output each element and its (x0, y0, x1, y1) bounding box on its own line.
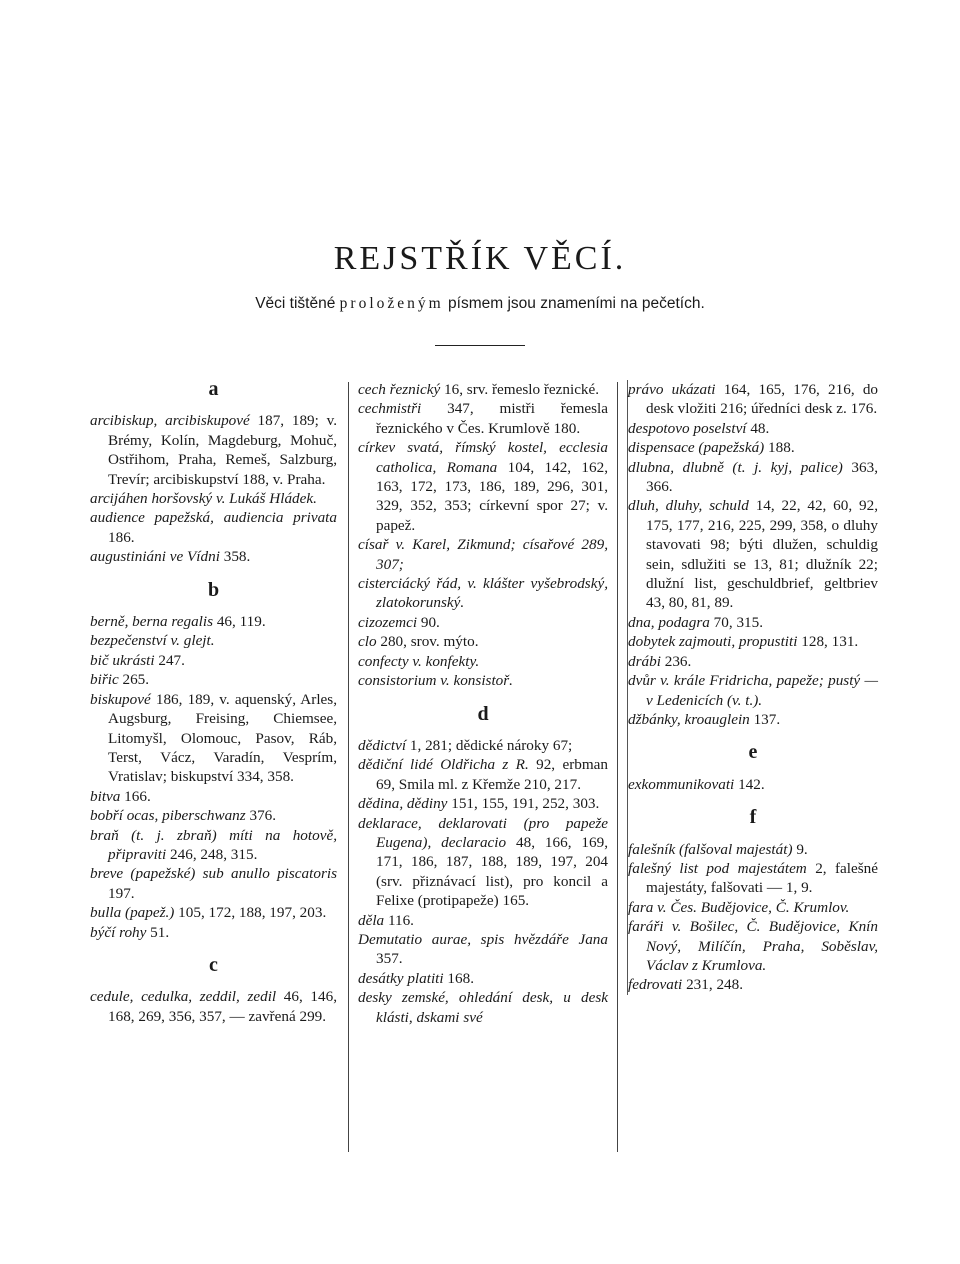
index-entry: dispensace (papežská) 188. (628, 439, 795, 457)
subtitle-before: Věci tištěné (255, 295, 336, 312)
index-entry: fara v. Čes. Budějovice, Č. Krumlov. (628, 898, 850, 916)
title-rule (435, 345, 525, 346)
index-entry: cedule, cedulka, zeddil, zedil 46, 146, 168, 269, 356, 357, — zavřená 299. (90, 988, 337, 1025)
index-entry: cisterciácký řád, v. klášter vyšebrodský, zlatokorunský. (358, 575, 608, 612)
index-entry: biřic 265. (90, 671, 150, 689)
index-entry: právo ukázati 164, 165, 176, 216, do desk vložiti 216; úředníci desk z. 176. (628, 381, 879, 418)
index-entry: berně, berna regalis 46, 119. (90, 613, 266, 631)
index-entry: desátky platiti 168. (358, 969, 474, 987)
section-letter-a: a (208, 378, 219, 400)
index-entry: bič ukrásti 247. (90, 651, 185, 669)
index-entry: breve (papežské) sub anullo piscatoris 197. (90, 865, 337, 902)
index-entry: bobří ocas, piberschwanz 376. (90, 807, 277, 825)
section-letter-d: d (477, 702, 489, 725)
page-title: REJSTŘÍK VĚCÍ. (333, 240, 627, 277)
index-column-2 (358, 380, 608, 1027)
index-entry: Demutatio aurae, spis hvězdáře Jana 357. (358, 930, 608, 968)
index-entry: dobytek zajmouti, propustiti 128, 131. (628, 633, 859, 651)
index-entry: arcibiskup, arcibiskupové 187, 189; v. Brémy, Kolín, Magdeburg, Mohuč, Ostřihom, Praha, Remeš, Salzburg, Trevír; arcibiskupství 188, v. Praha. (90, 412, 338, 488)
index-entry: bulla (papež.) 105, 172, 188, 197, 203. (90, 904, 327, 922)
index-entry: exkommunikovati 142. (628, 775, 765, 793)
index-entry: dvůr v. krále Fridricha, papeže; pustý — v Ledenicích (v. t.). (628, 672, 878, 709)
index-column-3 (627, 380, 878, 995)
index-entry: dlubna, dlubně (t. j. kyj, palice) 363, 366. (628, 458, 879, 496)
subtitle-spaced: proloženým (339, 295, 444, 312)
index-entry: falešník (falšoval majestát) 9. (628, 840, 808, 858)
index-entry: církev svatá, římský kostel, ecclesia catholica, Romana 104, 142, 162, 163, 172, 173, 186, 189, 296, 301, 329, 352, 353; církevní spor 27; v. papež. (358, 439, 608, 534)
subtitle-after: písmem jsou znameními na pečetích. (448, 295, 705, 312)
index-entry: augustiniáni ve Vídni 358. (90, 548, 251, 566)
index-entry: cechmistři 347, mistři řemesla řeznického v Čes. Krumlově 180. (358, 400, 608, 437)
index-entry: drábi 236. (628, 652, 692, 670)
index-entry: dědictví 1, 281; dědické nároky 67; (358, 736, 573, 754)
index-entry: bezpečenství v. glejt. (90, 632, 215, 650)
section-letter-f: f (749, 806, 757, 829)
index-entry: deklarace, deklarovati (pro papeže Eugena), declaracio 48, 166, 169, 171, 186, 187, 188, 189, 197, 204 (srv. přiznávací list), pro koncil a Felixe (protipapeže) 165. (358, 814, 608, 910)
index-entry: confecty v. konfekty. (358, 652, 480, 670)
index-entry: biskupové 186, 189, v. aquenský, Arles, Augsburg, Freising, Chiemsee, Litomyšl, Olomouc, Pasov, Ráb, Terst, Vácz, Varadín, Vesprím, Vratislav; biskupství 334, 358. (90, 690, 337, 786)
index-entry: býčí rohy 51. (90, 923, 170, 941)
index-entry: audience papežská, audiencia privata 186. (90, 509, 337, 546)
index-entry: falešný list pod majestátem 2, falešné majestáty, falšovati — 1, 9. (628, 859, 878, 897)
index-entry: dluh, dluhy, schuld 14, 22, 42, 60, 92, 175, 177, 216, 225, 299, 358, o dluhy stavovati 98; býti dlužen, schuldig sein, sdlužiti se 13, 81; dlužník 22; dlužní list, geschuldbrief, geltbriev 43, 80, 81, 89. (628, 497, 878, 612)
index-entry: desky zemské, ohledání desk, u desk klásti, dskami své (358, 989, 608, 1026)
index-entry: cech řeznický 16, srv. řemeslo řeznické. (358, 381, 600, 398)
section-letter-e: e (748, 741, 758, 764)
index-entry: arcijáhen horšovský v. Lukáš Hládek. (90, 490, 317, 508)
index-entry: cizozemci 90. (358, 613, 440, 631)
index-entry: despotovo poselství 48. (628, 419, 770, 437)
index-entry: braň (t. j. zbraň) míti na hotově, připraviti 246, 248, 315. (90, 826, 337, 863)
index-entry: fedrovati 231, 248. (628, 976, 744, 994)
column-divider-2 (617, 382, 618, 1152)
index-entry: dědina, dědiny 151, 155, 191, 252, 303. (358, 795, 600, 813)
index-entry: consistorium v. konsistoř. (358, 672, 513, 690)
page-subtitle (0, 295, 960, 313)
index-entry: dědiční lidé Oldřicha z R. 92, erbman 69, Smila ml. z Křemže 210, 217. (358, 756, 608, 793)
index-column-1 (90, 380, 337, 1026)
index-entry: džbánky, kroauglein 137. (628, 710, 781, 728)
index-entry: clo 280, srov. mýto. (358, 633, 479, 651)
index-entry: faráři v. Bošilec, Č. Budějovice, Knín Nový, Milíčín, Praha, Soběslav, Václav z Krumlova. (628, 918, 878, 974)
index-entry: dna, podagra 70, 315. (628, 613, 764, 631)
index-entry: císař v. Karel, Zikmund; císařové 289, 307; (358, 536, 608, 573)
index-entry: bitva 166. (90, 787, 151, 805)
column-divider-1 (348, 382, 349, 1152)
index-entry: děla 116. (358, 911, 414, 929)
section-letter-c: c (209, 953, 218, 976)
section-letter-b: b (207, 578, 220, 601)
